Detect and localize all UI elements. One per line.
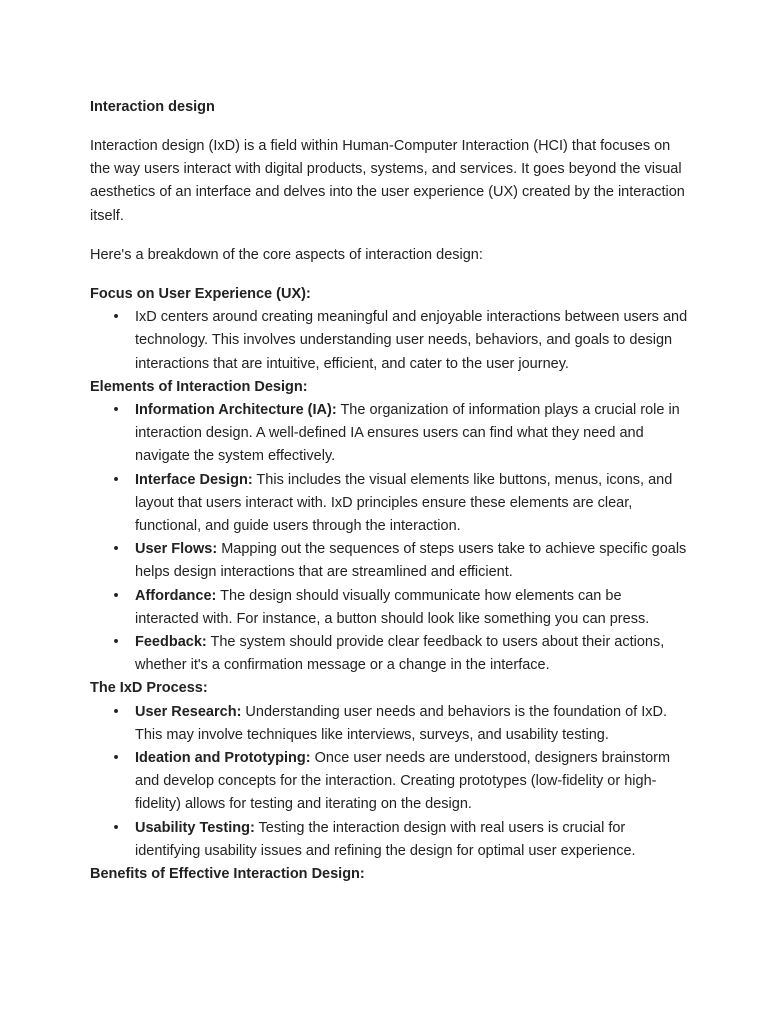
list-item (113, 306, 688, 376)
bullet-list-ux (90, 306, 688, 376)
intro-paragraph: Interaction design (IxD) is a field within Human-Computer Interaction (HCI) that focuses on the way users interact with digital products, systems, and services. It goes beyond the visual aesthetics of an interface and delves into the user experience (UX) created by the interaction itself. (90, 138, 685, 224)
bullet-icon: • (113, 634, 119, 651)
bullet-icon: • (113, 587, 119, 604)
bullet-icon: • (113, 471, 119, 488)
list-item-text: Mapping out the sequences of steps users take to achieve specific goals helps design interactions that are streamlined and efficient. (135, 541, 687, 581)
bullet-icon: • (113, 402, 119, 419)
list-item-term: Ideation and Prototyping: (135, 750, 311, 767)
list-item (113, 538, 688, 584)
list-item-term: Interface Design: (135, 471, 253, 488)
section-heading-benefits: Benefits of Effective Interaction Design: (90, 866, 365, 883)
bullet-icon: • (113, 703, 119, 720)
section-heading-elements: Elements of Interaction Design: (90, 378, 308, 395)
bullet-list-elements (90, 399, 688, 677)
bullet-icon: • (113, 309, 119, 326)
list-item-term: User Flows: (135, 541, 218, 558)
section-heading-process: The IxD Process: (90, 680, 208, 697)
list-item (113, 817, 688, 863)
list-item-term: Information Architecture (IA): (135, 402, 337, 419)
list-item (113, 631, 688, 677)
list-item-text: Testing the interaction design with real users is crucial for identifying usability issues and refining the design for optimal user experience. (135, 819, 636, 859)
list-item-text: Once user needs are understood, designers brainstorm and develop concepts for the interaction. Creating prototypes (low-fidelity or high-fidelity) allows for testing and iterating on the design. (135, 750, 671, 813)
list-item (113, 469, 688, 539)
list-item-text: This includes the visual elements like buttons, menus, icons, and layout that users interact with. IxD principles ensure these elements are clear, functional, and guide users through the interaction. (135, 471, 673, 535)
bullet-icon: • (113, 750, 119, 767)
list-item-term: Feedback: (135, 634, 207, 651)
bullet-icon: • (113, 819, 119, 836)
section-heading-ux: Focus on User Experience (UX): (90, 286, 311, 303)
list-item (113, 701, 688, 747)
document-title: Interaction design (90, 99, 215, 115)
lead-paragraph: Here's a breakdown of the core aspects of interaction design: (90, 246, 483, 263)
list-item-term: Affordance: (135, 587, 217, 604)
list-item-term: User Research: (135, 703, 242, 720)
list-item (113, 747, 688, 817)
bullet-list-process (90, 701, 688, 863)
list-item-term: Usability Testing: (135, 819, 255, 836)
bullet-icon: • (113, 541, 119, 558)
list-item-text: The organization of information plays a crucial role in interaction design. A well-defined IA ensures users can find what they need and navigate the system effectively. (135, 402, 680, 465)
list-item-text: The design should visually communicate how elements can be interacted with. For instance, a button should look like something you can press. (135, 587, 650, 627)
list-item-text: IxD centers around creating meaningful and enjoyable interactions between users and technology. This involves understanding user needs, behaviors, and goals to design interactions that are intuitive, efficient, and cater to the user journey. (135, 309, 688, 372)
list-item (113, 399, 688, 469)
list-item-text: The system should provide clear feedback to users about their actions, whether it's a confirmation message or a change in the interface. (135, 634, 665, 674)
list-item (113, 585, 688, 631)
list-item-text: Understanding user needs and behaviors is the foundation of IxD. This may involve techniques like interviews, surveys, and usability testing. (135, 703, 668, 743)
